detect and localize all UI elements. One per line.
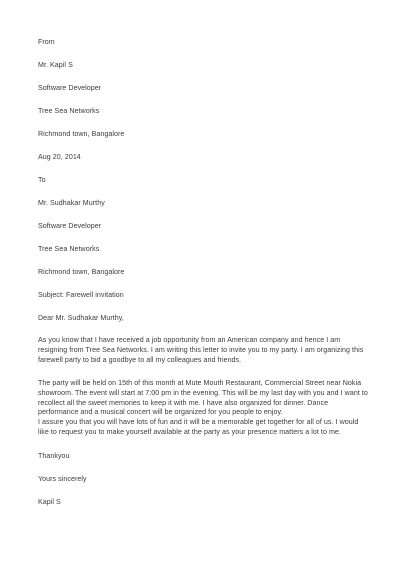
paragraph-line: As you know that I have received a job opportunity from an American company and hence I am (38, 336, 341, 344)
letter-date: Aug 20, 2014 (38, 153, 81, 161)
from-label: From (38, 38, 55, 46)
recipient-address: Richmond town, Bangalore (38, 268, 125, 276)
paragraph-line: resigning from Tree Sea Networks. I am writing this letter to invite you to my party. I am organizing this (38, 345, 364, 354)
sender-title: Software Developer (38, 84, 102, 92)
paragraph-line: like to request you to make yourself available at the party as your presence matters a lot to me. (38, 427, 341, 436)
recipient-company: Tree Sea Networks (38, 245, 100, 253)
subject-line: Subject: Farewell invitation (38, 291, 124, 299)
paragraph-line: recollect all the sweet memories to keep it with me. I have also organized for dinner. Dance (38, 398, 329, 407)
paragraph-line: I assure you that you will have lots of fun and it will be a memorable get together for all of us. I would (38, 418, 359, 427)
body-paragraph-1 (38, 336, 363, 365)
sender-address: Richmond town, Bangalore (38, 130, 125, 138)
sender-name: Mr. Kapil S (38, 61, 73, 69)
paragraph-line: showroom. The event will start at 7:00 pm in the evening. This will be my last day with you and I want to (38, 388, 368, 397)
to-label: To (38, 176, 46, 184)
closing-line: Yours sincerely (38, 475, 87, 483)
recipient-title: Software Developer (38, 222, 102, 230)
thanks-line: Thankyou (38, 452, 70, 460)
paragraph-line: performance and a musical concert will be organized for you people to enjoy. (38, 408, 283, 417)
sender-company: Tree Sea Networks (38, 107, 100, 115)
recipient-name: Mr. Sudhakar Murthy (38, 199, 105, 207)
signature-name: Kapil S (38, 498, 61, 506)
paragraph-line: The party will be held on 15th of this month at Mute Mouth Restaurant, Commercial Street near Nokia (38, 379, 362, 387)
paragraph-line: farewell party to bid a goodbye to all my colleagues and friends. (38, 355, 242, 364)
salutation: Dear Mr. Sudhakar Murthy, (38, 314, 124, 322)
body-paragraph-2 (38, 379, 368, 438)
